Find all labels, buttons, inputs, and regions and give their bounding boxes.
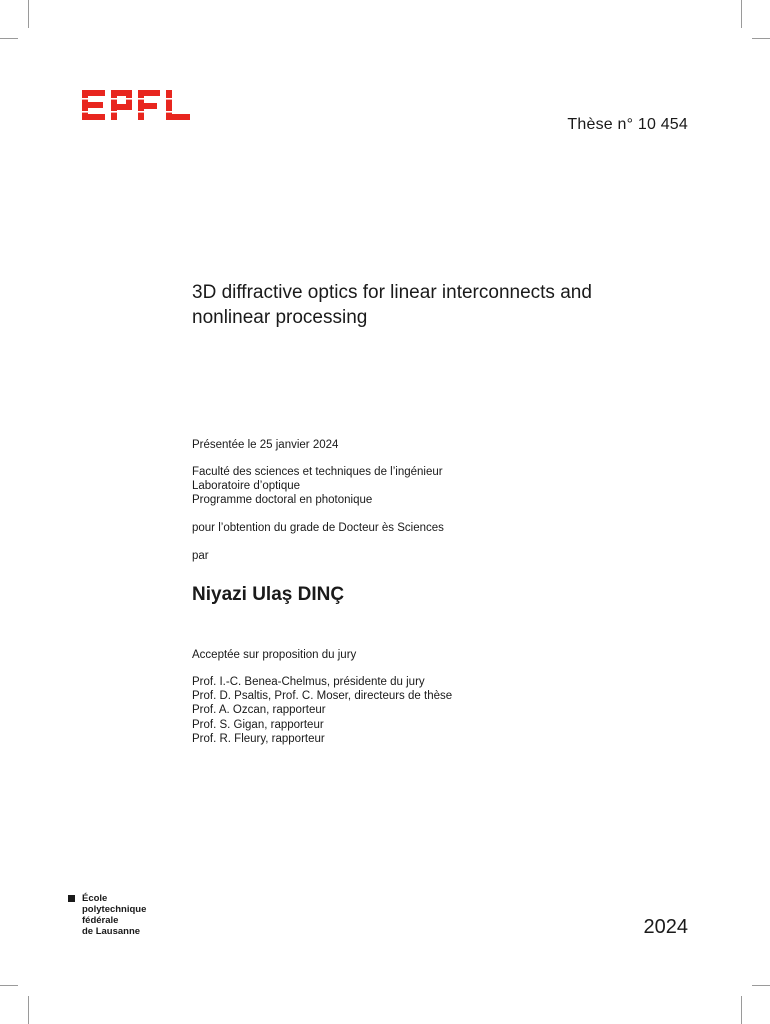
jury-intro-block: [192, 648, 356, 662]
thesis-title-line: nonlinear processing: [192, 307, 368, 328]
square-icon: [68, 895, 75, 902]
jury-intro: Acceptée sur proposition du jury: [192, 649, 357, 661]
presentation-date-block: [192, 438, 338, 452]
year: 2024: [643, 916, 688, 938]
institution-line: fédérale: [82, 915, 119, 926]
faculty: Faculté des sciences et techniques de l’ingénieur: [192, 466, 443, 478]
jury-member: Prof. R. Fleury, rapporteur: [192, 732, 325, 745]
institution-mark: [68, 893, 146, 937]
crop-mark: [741, 996, 742, 1024]
thesis-title-line: 3D diffractive optics for linear interconnects and: [192, 282, 592, 303]
degree-block: [192, 521, 444, 535]
jury-member: Prof. S. Gigan, rapporteur: [192, 718, 324, 731]
thesis-title: [192, 280, 662, 330]
epfl-logo: [82, 88, 194, 122]
crop-mark: [28, 0, 29, 28]
jury-member: Prof. A. Ozcan, rapporteur: [192, 704, 326, 717]
crop-mark: [28, 996, 29, 1024]
crop-mark: [752, 985, 770, 986]
crop-mark: [741, 0, 742, 28]
crop-mark: [0, 985, 18, 986]
degree-line: pour l’obtention du grade de Docteur ès Sciences: [192, 522, 444, 534]
crop-mark: [752, 38, 770, 39]
doctoral-program: Programme doctoral en photonique: [192, 494, 373, 507]
institution-line: de Lausanne: [82, 926, 141, 937]
institution-line: École: [82, 893, 108, 904]
these-number: Thèse n° 10 454: [567, 116, 688, 133]
par-block: [192, 549, 209, 563]
par-text: par: [192, 550, 209, 562]
affiliation-block: [192, 465, 443, 508]
jury-list: [192, 675, 452, 746]
jury-member: Prof. I.-C. Benea-Chelmus, présidente du jury: [192, 676, 425, 688]
jury-member: Prof. D. Psaltis, Prof. C. Moser, directeurs de thèse: [192, 690, 453, 703]
institution-line: polytechnique: [82, 904, 147, 915]
author-name: Niyazi Ulaş DINÇ: [192, 584, 345, 605]
presentation-date: Présentée le 25 janvier 2024: [192, 439, 339, 451]
laboratory: Laboratoire d’optique: [192, 480, 301, 493]
crop-mark: [0, 38, 18, 39]
